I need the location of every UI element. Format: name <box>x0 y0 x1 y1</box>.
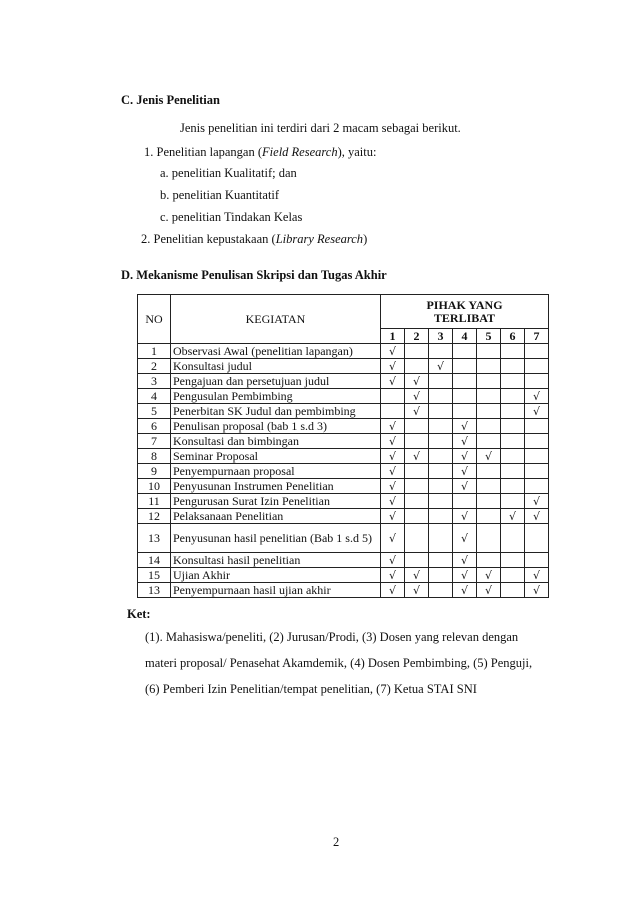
check-cell-party-6 <box>501 419 525 434</box>
check-mark: √ <box>484 449 492 463</box>
header-pihak-line1: PIHAK YANG <box>426 297 503 312</box>
row-kegiatan: Konsultasi dan bimbingan <box>171 434 381 449</box>
check-cell-party-7 <box>525 344 549 359</box>
check-cell-party-2 <box>405 389 429 404</box>
check-mark: √ <box>532 509 540 523</box>
check-cell-party-2 <box>405 479 429 494</box>
check-cell-party-7 <box>525 389 549 404</box>
check-cell-party-5 <box>477 524 501 553</box>
row-kegiatan: Penyusunan hasil penelitian (Bab 1 s.d 5) <box>171 524 381 553</box>
check-cell-party-6 <box>501 434 525 449</box>
check-mark: √ <box>532 568 540 582</box>
check-cell-party-7 <box>525 568 549 583</box>
row-no: 9 <box>138 464 171 479</box>
table-row <box>138 359 549 374</box>
check-mark: √ <box>412 583 420 597</box>
check-cell-party-5 <box>477 449 501 464</box>
activity-table <box>137 294 549 598</box>
check-cell-party-5 <box>477 494 501 509</box>
check-cell-party-1 <box>381 568 405 583</box>
check-cell-party-4 <box>453 344 477 359</box>
check-mark: √ <box>460 509 468 523</box>
page-number: 2 <box>333 835 340 849</box>
check-mark: √ <box>532 583 540 597</box>
check-cell-party-5 <box>477 583 501 598</box>
check-cell-party-5 <box>477 374 501 389</box>
check-mark: √ <box>388 344 396 358</box>
check-mark: √ <box>412 389 420 403</box>
row-kegiatan: Seminar Proposal <box>171 449 381 464</box>
check-cell-party-7 <box>525 434 549 449</box>
check-cell-party-4 <box>453 434 477 449</box>
check-mark: √ <box>388 449 396 463</box>
header-pihak-line2: TERLIBAT <box>433 310 496 325</box>
header-pihak <box>381 295 549 329</box>
check-cell-party-3 <box>429 494 453 509</box>
check-cell-party-1 <box>381 404 405 419</box>
check-cell-party-3 <box>429 524 453 553</box>
row-kegiatan: Pengusulan Pembimbing <box>171 389 381 404</box>
check-cell-party-3 <box>429 449 453 464</box>
check-cell-party-1 <box>381 524 405 553</box>
check-mark: √ <box>388 531 396 545</box>
check-cell-party-4 <box>453 419 477 434</box>
check-mark: √ <box>412 374 420 388</box>
check-cell-party-7 <box>525 479 549 494</box>
check-mark: √ <box>388 583 396 597</box>
header-party-3: 3 <box>429 329 453 344</box>
row-no: 1 <box>138 344 171 359</box>
check-mark: √ <box>388 464 396 478</box>
check-mark: √ <box>388 359 396 373</box>
list-item-2 <box>141 232 367 247</box>
row-no: 4 <box>138 389 171 404</box>
check-mark: √ <box>388 479 396 493</box>
check-cell-party-3 <box>429 434 453 449</box>
table-row <box>138 464 549 479</box>
table-row <box>138 524 549 553</box>
header-party-2: 2 <box>405 329 429 344</box>
check-cell-party-3 <box>429 464 453 479</box>
row-no: 14 <box>138 553 171 568</box>
check-cell-party-2 <box>405 404 429 419</box>
check-cell-party-4 <box>453 583 477 598</box>
check-cell-party-2 <box>405 344 429 359</box>
check-cell-party-6 <box>501 479 525 494</box>
check-cell-party-4 <box>453 494 477 509</box>
check-cell-party-4 <box>453 389 477 404</box>
check-cell-party-6 <box>501 374 525 389</box>
check-cell-party-4 <box>453 449 477 464</box>
table-row <box>138 389 549 404</box>
row-no: 3 <box>138 374 171 389</box>
check-cell-party-4 <box>453 374 477 389</box>
check-cell-party-2 <box>405 583 429 598</box>
table-row <box>138 344 549 359</box>
table-row <box>138 479 549 494</box>
check-cell-party-1 <box>381 494 405 509</box>
check-mark: √ <box>484 568 492 582</box>
check-cell-party-4 <box>453 404 477 419</box>
check-cell-party-5 <box>477 389 501 404</box>
check-mark: √ <box>508 509 516 523</box>
check-cell-party-1 <box>381 509 405 524</box>
check-mark: √ <box>532 494 540 508</box>
check-mark: √ <box>412 449 420 463</box>
row-no: 15 <box>138 568 171 583</box>
section-c-intro: Jenis penelitian ini terdiri dari 2 macam sebagai berikut. <box>180 121 461 135</box>
check-cell-party-6 <box>501 583 525 598</box>
check-mark: √ <box>412 568 420 582</box>
check-mark: √ <box>460 419 468 433</box>
check-cell-party-5 <box>477 359 501 374</box>
check-mark: √ <box>460 553 468 567</box>
ket-label: Ket: <box>127 607 151 621</box>
row-kegiatan: Ujian Akhir <box>171 568 381 583</box>
table-row <box>138 553 549 568</box>
list-item-1-text: 1. Penelitian lapangan (Field Research), yaitu: <box>144 145 377 159</box>
row-no: 8 <box>138 449 171 464</box>
check-cell-party-7 <box>525 553 549 568</box>
check-cell-party-4 <box>453 509 477 524</box>
check-cell-party-5 <box>477 419 501 434</box>
check-cell-party-6 <box>501 359 525 374</box>
header-party-6: 6 <box>501 329 525 344</box>
check-cell-party-5 <box>477 434 501 449</box>
check-cell-party-2 <box>405 434 429 449</box>
check-cell-party-1 <box>381 374 405 389</box>
section-c-heading: C. Jenis Penelitian <box>121 93 220 107</box>
row-no: 5 <box>138 404 171 419</box>
row-kegiatan: Penyusunan Instrumen Penelitian <box>171 479 381 494</box>
table-row <box>138 509 549 524</box>
check-mark: √ <box>532 404 540 418</box>
list-subitem-a: a. penelitian Kualitatif; dan <box>160 166 297 180</box>
check-mark: √ <box>460 568 468 582</box>
row-kegiatan: Observasi Awal (penelitian lapangan) <box>171 344 381 359</box>
row-no: 13 <box>138 524 171 553</box>
check-cell-party-2 <box>405 494 429 509</box>
check-cell-party-7 <box>525 494 549 509</box>
check-cell-party-6 <box>501 553 525 568</box>
check-cell-party-5 <box>477 568 501 583</box>
row-kegiatan: Penyempurnaan hasil ujian akhir <box>171 583 381 598</box>
check-mark: √ <box>460 434 468 448</box>
header-party-5: 5 <box>477 329 501 344</box>
check-cell-party-5 <box>477 553 501 568</box>
row-no: 6 <box>138 419 171 434</box>
check-cell-party-3 <box>429 479 453 494</box>
check-cell-party-1 <box>381 479 405 494</box>
check-cell-party-1 <box>381 464 405 479</box>
check-cell-party-6 <box>501 568 525 583</box>
row-no: 12 <box>138 509 171 524</box>
check-cell-party-3 <box>429 404 453 419</box>
check-cell-party-7 <box>525 419 549 434</box>
check-cell-party-6 <box>501 464 525 479</box>
table-row <box>138 449 549 464</box>
table-row <box>138 374 549 389</box>
check-mark: √ <box>460 479 468 493</box>
check-cell-party-3 <box>429 374 453 389</box>
check-mark: √ <box>532 389 540 403</box>
check-cell-party-6 <box>501 389 525 404</box>
row-kegiatan: Pengurusan Surat Izin Penelitian <box>171 494 381 509</box>
check-cell-party-3 <box>429 568 453 583</box>
check-cell-party-1 <box>381 449 405 464</box>
check-cell-party-2 <box>405 374 429 389</box>
table-row <box>138 583 549 598</box>
check-cell-party-7 <box>525 509 549 524</box>
table-row <box>138 568 549 583</box>
check-cell-party-7 <box>525 449 549 464</box>
check-cell-party-5 <box>477 479 501 494</box>
check-cell-party-5 <box>477 404 501 419</box>
check-cell-party-2 <box>405 359 429 374</box>
check-cell-party-1 <box>381 389 405 404</box>
check-cell-party-4 <box>453 553 477 568</box>
check-mark: √ <box>412 404 420 418</box>
check-cell-party-2 <box>405 419 429 434</box>
check-cell-party-2 <box>405 449 429 464</box>
check-cell-party-4 <box>453 524 477 553</box>
header-kegiatan: KEGIATAN <box>171 295 381 344</box>
check-mark: √ <box>436 359 444 373</box>
row-kegiatan: Pelaksanaan Penelitian <box>171 509 381 524</box>
check-mark: √ <box>388 434 396 448</box>
check-cell-party-4 <box>453 359 477 374</box>
row-no: 7 <box>138 434 171 449</box>
list-subitem-b: b. penelitian Kuantitatif <box>160 188 280 202</box>
check-cell-party-1 <box>381 419 405 434</box>
check-cell-party-1 <box>381 359 405 374</box>
check-cell-party-3 <box>429 509 453 524</box>
check-mark: √ <box>388 374 396 388</box>
check-cell-party-3 <box>429 344 453 359</box>
section-d-heading: D. Mekanisme Penulisan Skripsi dan Tugas Akhir <box>121 268 387 282</box>
ket-line-1: (1). Mahasiswa/peneliti, (2) Jurusan/Prodi, (3) Dosen yang relevan dengan <box>145 630 519 644</box>
check-cell-party-3 <box>429 583 453 598</box>
table-row <box>138 419 549 434</box>
row-kegiatan: Penulisan proposal (bab 1 s.d 3) <box>171 419 381 434</box>
check-cell-party-7 <box>525 404 549 419</box>
row-no: 2 <box>138 359 171 374</box>
row-kegiatan: Konsultasi hasil penelitian <box>171 553 381 568</box>
header-party-7: 7 <box>525 329 549 344</box>
check-cell-party-7 <box>525 583 549 598</box>
check-cell-party-7 <box>525 359 549 374</box>
check-cell-party-4 <box>453 568 477 583</box>
check-cell-party-5 <box>477 464 501 479</box>
check-cell-party-6 <box>501 509 525 524</box>
check-cell-party-6 <box>501 524 525 553</box>
check-cell-party-3 <box>429 419 453 434</box>
check-cell-party-4 <box>453 479 477 494</box>
table-row <box>138 434 549 449</box>
table-row <box>138 404 549 419</box>
check-mark: √ <box>388 419 396 433</box>
check-mark: √ <box>388 568 396 582</box>
check-cell-party-2 <box>405 568 429 583</box>
list-item-1 <box>144 145 376 160</box>
header-party-4: 4 <box>453 329 477 344</box>
check-cell-party-7 <box>525 464 549 479</box>
list-item-2-text: 2. Penelitian kepustakaan (Library Research) <box>141 232 368 246</box>
check-cell-party-1 <box>381 344 405 359</box>
row-no: 11 <box>138 494 171 509</box>
check-mark: √ <box>388 553 396 567</box>
row-no: 10 <box>138 479 171 494</box>
check-cell-party-6 <box>501 449 525 464</box>
header-no: NO <box>138 295 171 344</box>
list-subitem-c: c. penelitian Tindakan Kelas <box>160 210 303 224</box>
check-cell-party-2 <box>405 553 429 568</box>
check-cell-party-4 <box>453 464 477 479</box>
check-mark: √ <box>460 464 468 478</box>
check-cell-party-7 <box>525 374 549 389</box>
check-cell-party-6 <box>501 494 525 509</box>
check-cell-party-6 <box>501 344 525 359</box>
ket-line-3: (6) Pemberi Izin Penelitian/tempat penelitian, (7) Ketua STAI SNI <box>145 682 477 696</box>
check-cell-party-7 <box>525 524 549 553</box>
check-mark: √ <box>388 494 396 508</box>
check-cell-party-6 <box>501 404 525 419</box>
header-party-1: 1 <box>381 329 405 344</box>
row-kegiatan: Penerbitan SK Judul dan pembimbing <box>171 404 381 419</box>
check-cell-party-1 <box>381 583 405 598</box>
check-cell-party-1 <box>381 553 405 568</box>
check-mark: √ <box>460 449 468 463</box>
check-cell-party-3 <box>429 359 453 374</box>
row-kegiatan: Penyempurnaan proposal <box>171 464 381 479</box>
row-kegiatan: Konsultasi judul <box>171 359 381 374</box>
ket-line-2: materi proposal/ Penasehat Akamdemik, (4) Dosen Pembimbing, (5) Penguji, <box>145 656 533 670</box>
check-cell-party-2 <box>405 524 429 553</box>
check-cell-party-3 <box>429 553 453 568</box>
row-kegiatan: Pengajuan dan persetujuan judul <box>171 374 381 389</box>
check-cell-party-2 <box>405 464 429 479</box>
check-mark: √ <box>388 509 396 523</box>
check-cell-party-1 <box>381 434 405 449</box>
table-row <box>138 494 549 509</box>
row-no: 13 <box>138 583 171 598</box>
check-mark: √ <box>460 531 468 545</box>
check-cell-party-2 <box>405 509 429 524</box>
check-mark: √ <box>484 583 492 597</box>
check-cell-party-3 <box>429 389 453 404</box>
check-mark: √ <box>460 583 468 597</box>
check-cell-party-5 <box>477 344 501 359</box>
check-cell-party-5 <box>477 509 501 524</box>
